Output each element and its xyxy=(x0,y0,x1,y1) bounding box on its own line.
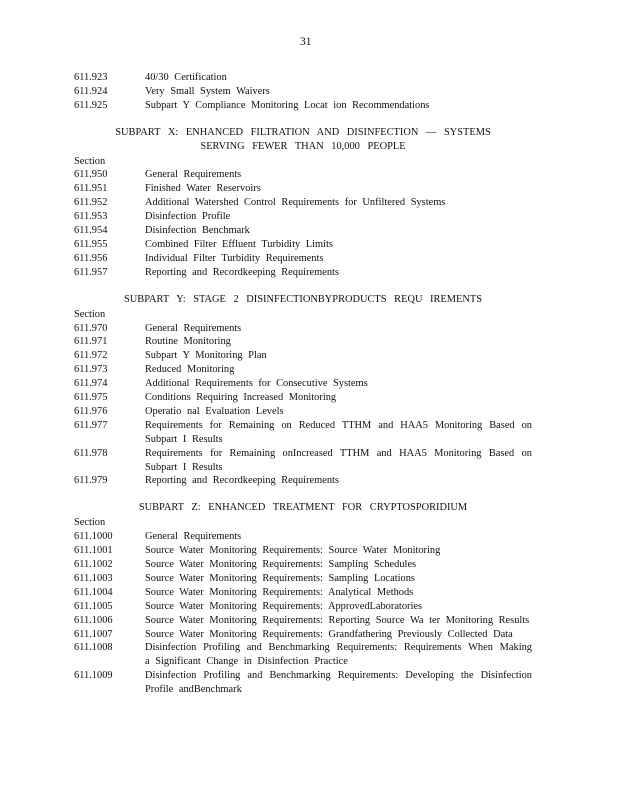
section-title: Additional Requirements for Consecutive Systems xyxy=(145,378,368,390)
section-number: 611.978 xyxy=(74,447,108,459)
section-number: 611.953 xyxy=(74,211,108,223)
toc-row xyxy=(74,628,532,642)
subpart-heading-line: SUBPART X: ENHANCED FILTRATION AND DISINFECTION — SYSTEMS xyxy=(115,126,491,138)
section-number: 611.974 xyxy=(74,378,108,390)
toc-row xyxy=(74,210,532,224)
section-number: 611.1007 xyxy=(74,628,113,640)
toc-row xyxy=(74,447,532,475)
section-title: Finished Water Reservoirs xyxy=(145,183,261,195)
toc-row xyxy=(74,558,532,572)
toc-row xyxy=(74,586,532,600)
toc-row xyxy=(74,474,532,488)
section-number: 611.924 xyxy=(74,85,108,97)
page-number: 31 xyxy=(300,36,312,48)
section-title: Source Water Monitoring Requirements: ApprovedLaboratories xyxy=(145,600,423,612)
section-title: General Requirements xyxy=(145,531,242,543)
section-title: Disinfection Profile xyxy=(145,211,231,223)
section-title: Disinfection Profiling and Benchmarking Requirements: Requirements When Making a Significant Change in Disinfection Practice xyxy=(145,642,532,668)
section-title: General Requirements xyxy=(145,322,242,334)
section-title: Disinfection Benchmark xyxy=(145,225,250,237)
section-title: Combined Filter Effluent Turbidity Limits xyxy=(145,238,333,250)
toc-row xyxy=(74,335,532,349)
toc-row xyxy=(74,363,532,377)
subpart-z xyxy=(74,501,532,697)
section-title: Operatio nal Evaluation Levels xyxy=(145,405,284,417)
section-title: Subpart Y Compliance Monitoring Locat ion Recommendations xyxy=(145,99,430,111)
section-number: 611.956 xyxy=(74,252,108,264)
toc-row xyxy=(74,196,532,210)
section-title: Requirements for Remaining on Reduced TTHM and HAA5 Monitoring Based on Subpart I Results xyxy=(145,419,532,445)
section-label: Section xyxy=(74,308,106,320)
section-title: Routine Monitoring xyxy=(145,336,231,348)
section-title: Conditions Requiring Increased Monitoring xyxy=(145,392,337,404)
toc-row xyxy=(74,99,532,113)
section-number: 611.923 xyxy=(74,72,108,83)
subpart-y xyxy=(74,293,532,489)
section-title: Requirements for Remaining onIncreased TTHM and HAA5 Monitoring Based on Subpart I Results xyxy=(145,447,532,473)
toc-row xyxy=(74,572,532,586)
section-number: 611.925 xyxy=(74,99,108,111)
toc-row xyxy=(74,600,532,614)
section-number: 611.1006 xyxy=(74,614,113,626)
section-label: Section xyxy=(74,517,106,529)
section-title: Source Water Monitoring Requirements: Source Water Monitoring xyxy=(145,545,441,557)
section-number: 611.971 xyxy=(74,336,108,348)
section-title: Reporting and Recordkeeping Requirements xyxy=(145,475,339,487)
section-number: 611.1003 xyxy=(74,572,113,584)
section-title: 40/30 Certification xyxy=(145,72,227,83)
section-number: 611.1005 xyxy=(74,600,113,612)
subpart-x xyxy=(74,126,532,280)
subpart-z-heading xyxy=(74,501,532,515)
toc-row xyxy=(74,252,532,266)
table-of-contents xyxy=(74,71,532,697)
section-title: Individual Filter Turbidity Requirements xyxy=(145,252,324,264)
section-number: 611.1009 xyxy=(74,670,113,682)
toc-row xyxy=(74,405,532,419)
section-title: Reduced Monitoring xyxy=(145,364,235,376)
toc-row xyxy=(74,419,532,447)
section-title: Source Water Monitoring Requirements: Sampling Schedules xyxy=(145,559,417,570)
section-number: 611.950 xyxy=(74,169,108,181)
section-title: Source Water Monitoring Requirements: Sampling Locations xyxy=(145,572,415,584)
toc-row xyxy=(74,614,532,628)
section-number: 611.972 xyxy=(74,350,108,362)
section-number: 611.976 xyxy=(74,405,108,417)
section-number: 611.979 xyxy=(74,475,108,487)
section-number: 611.970 xyxy=(74,322,108,334)
toc-row xyxy=(74,641,532,669)
toc-row xyxy=(74,544,532,558)
toc-row xyxy=(74,377,532,391)
section-label: Section xyxy=(74,155,106,167)
intro-section-list xyxy=(74,71,532,113)
section-number: 611.957 xyxy=(74,266,108,278)
toc-row xyxy=(74,530,532,544)
section-number: 611.955 xyxy=(74,238,108,250)
toc-row xyxy=(74,224,532,238)
toc-row xyxy=(74,391,532,405)
toc-row xyxy=(74,322,532,336)
section-number: 611.1001 xyxy=(74,545,113,557)
toc-row xyxy=(74,71,532,85)
toc-row xyxy=(74,238,532,252)
section-title: Source Water Monitoring Requirements: Reporting Source Wa ter Monitoring Results xyxy=(145,614,530,626)
section-title: General Requirements xyxy=(145,169,242,181)
section-number: 611.1000 xyxy=(74,531,113,543)
section-title: Subpart Y Monitoring Plan xyxy=(145,350,267,362)
section-number: 611.975 xyxy=(74,392,108,404)
section-title: Reporting and Recordkeeping Requirements xyxy=(145,266,339,278)
toc-row xyxy=(74,349,532,363)
subpart-heading-line: SUBPART Z: ENHANCED TREATMENT FOR CRYPTOSPORIDIUM xyxy=(138,502,468,514)
section-title: Source Water Monitoring Requirements: Grandfathering Previously Collected Data xyxy=(145,628,513,640)
toc-row xyxy=(74,669,532,697)
section-number: 611.1008 xyxy=(74,642,113,654)
section-title: Disinfection Profiling and Benchmarking Requirements: Developing the Disinfection Profile andBenchmark xyxy=(145,670,532,696)
subpart-x-heading xyxy=(74,126,532,154)
section-number: 611.1004 xyxy=(74,586,113,598)
section-number: 611.952 xyxy=(74,197,108,209)
section-number: 611.973 xyxy=(74,364,108,376)
toc-row xyxy=(74,266,532,280)
section-number: 611.1002 xyxy=(74,559,113,570)
section-number: 611.951 xyxy=(74,183,108,195)
toc-row xyxy=(74,168,532,182)
subpart-heading-line: SUBPART Y: STAGE 2 DISINFECTIONBYPRODUCTS REQU IREMENTS xyxy=(123,293,482,305)
subpart-heading-line: SERVING FEWER THAN 10,000 PEOPLE xyxy=(200,140,406,152)
subpart-y-heading xyxy=(74,293,532,307)
toc-row xyxy=(74,85,532,99)
section-title: Very Small System Waivers xyxy=(145,85,270,97)
section-title: Additional Watershed Control Requirements for Unfiltered Systems xyxy=(145,197,446,209)
section-title: Source Water Monitoring Requirements: Analytical Methods xyxy=(145,586,414,598)
toc-row xyxy=(74,182,532,196)
section-number: 611.954 xyxy=(74,225,108,237)
section-number: 611.977 xyxy=(74,419,108,431)
